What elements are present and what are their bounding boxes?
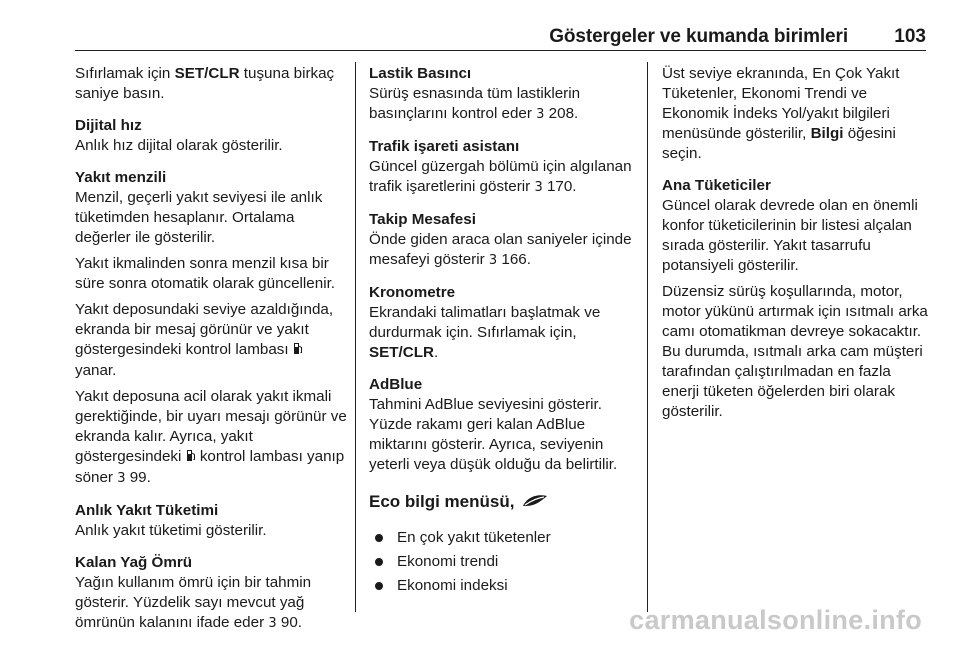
heading-oil-life: Kalan Yağ Ömrü bbox=[75, 554, 193, 571]
heading-instant-consumption: Anlık Yakıt Tüketimi bbox=[75, 502, 219, 519]
site-watermark: carmanualsonline.info bbox=[629, 605, 922, 635]
leaf-eco-icon bbox=[522, 492, 548, 514]
page-ref[interactable]: 208 bbox=[548, 105, 575, 122]
heading-digital-speed: Dijital hız bbox=[75, 117, 142, 134]
chapter-title: Göstergeler ve kumanda birimleri bbox=[549, 26, 848, 47]
bullet-icon bbox=[375, 534, 383, 542]
heading-tire-pressure: Lastik Basıncı bbox=[369, 65, 472, 82]
page-ref-arrow-icon: 3 bbox=[534, 180, 543, 195]
bullet-icon bbox=[375, 582, 383, 590]
column-middle bbox=[369, 64, 637, 600]
page-ref[interactable]: 170 bbox=[546, 178, 573, 195]
heading-following-distance: Takip Mesafesi bbox=[369, 211, 476, 228]
page-ref[interactable]: 99 bbox=[129, 469, 147, 486]
section-traffic-sign: Trafik işareti asistanı Güncel güzergah bölümü için algılanan trafik işaretlerini gösterir 3 170. bbox=[369, 137, 637, 198]
column-left bbox=[75, 64, 347, 646]
heading-stopwatch: Kronometre bbox=[369, 284, 456, 301]
page-ref[interactable]: 166 bbox=[501, 251, 527, 268]
section-adblue: AdBlue Tahmini AdBlue seviyesini gösterir. Yüzde rakamı geri kalan AdBlue miktarını gösterir. Ayrıca, seviyenin yeterli veya düşük olduğu da belirtilir. bbox=[369, 375, 637, 475]
list-item: Ekonomi trendi bbox=[369, 552, 637, 572]
heading-main-consumers: Ana Tüketiciler bbox=[662, 177, 771, 194]
list-item: Ekonomi indeksi bbox=[369, 576, 637, 596]
page-ref[interactable]: 90 bbox=[280, 614, 298, 631]
fuel-low-paragraph: Yakıt deposundaki seviye azaldığında, ekranda bir mesaj görünür ve yakıt göstergesindeki kontrol lambası yanar. bbox=[75, 301, 334, 379]
set-clr-label: SET/CLR bbox=[369, 344, 434, 361]
section-stopwatch: Kronometre Ekrandaki talimatları başlatmak ve durdurmak için. Sıfırlamak için, SET/CLR. bbox=[369, 283, 637, 363]
page-ref-arrow-icon: 3 bbox=[488, 253, 498, 268]
eco-intro-paragraph: Üst seviye ekranında, En Çok Yakıt Tüketenler, Ekonomi Trendi ve Ekonomik İndeks Yol/yakıt bilgileri menüsünde gösterilir, Bilgi öğesini seçin. bbox=[662, 65, 900, 162]
bilgi-label: Bilgi bbox=[810, 125, 844, 142]
column-divider bbox=[355, 62, 356, 612]
reset-instruction: Sıfırlamak için SET/CLR tuşuna birkaç saniye basın. bbox=[75, 65, 335, 102]
section-main-consumers: Ana Tüketiciler Güncel olarak devrede olan en önemli konfor tüketicilerinin bir listesi alçalan sırada gösterilir. Yakıt tasarrufu potansiyeli gösterilir. bbox=[662, 176, 930, 276]
section-instant-consumption: Anlık Yakıt Tüketimi Anlık yakıt tüketimi gösterilir. bbox=[75, 501, 347, 541]
page-ref-arrow-icon: 3 bbox=[536, 107, 545, 122]
heading-fuel-range: Yakıt menzili bbox=[75, 169, 167, 186]
section-digital-speed: Dijital hız Anlık hız dijital olarak gösterilir. bbox=[75, 116, 347, 156]
heading-adblue: AdBlue bbox=[369, 376, 423, 393]
section-oil-life: Kalan Yağ Ömrü Yağın kullanım ömrü için bir tahmin gösterir. Yüzdelik sayı mevcut yağ ömrünün kalanını ifade eder 3 90. bbox=[75, 553, 347, 634]
bullet-icon bbox=[375, 558, 383, 566]
fuel-range-paragraph: Yakıt ikmalinden sonra menzil kısa bir süre sonra otomatik olarak güncellenir. bbox=[75, 255, 336, 292]
eco-menu-heading: Eco bilgi menüsü, bbox=[369, 491, 637, 514]
column-divider bbox=[647, 62, 648, 612]
page-ref-arrow-icon: 3 bbox=[117, 471, 126, 486]
page-number: 103 bbox=[894, 26, 926, 47]
eco-menu-list bbox=[369, 528, 637, 596]
set-clr-label: SET/CLR bbox=[174, 65, 240, 82]
list-item: En çok yakıt tüketenler bbox=[369, 528, 637, 548]
page-ref-arrow-icon: 3 bbox=[268, 616, 277, 631]
fuel-critical-paragraph: Yakıt deposuna acil olarak yakıt ikmali gerektiğinde, bir uyarı mesajı görünür ve ekranda kalır. Ayrıca, yakıt göstergesindeki kontrol lambası yanıp söner 3 99. bbox=[75, 388, 347, 486]
page-header bbox=[75, 22, 926, 51]
section-tire-pressure: Lastik Basıncı Sürüş esnasında tüm lastiklerin basınçlarını kontrol eder 3 208. bbox=[369, 64, 637, 125]
fuel-pump-icon bbox=[293, 341, 303, 361]
fuel-pump-icon bbox=[186, 448, 196, 468]
heading-traffic-sign: Trafik işareti asistanı bbox=[369, 138, 520, 155]
main-consumers-paragraph: Düzensiz sürüş koşullarında, motor, motor yükünü artırmak için ısıtmalı arka camı otomatikman devreye sokacaktır. Bu durumda, ısıtmalı arka cam müşteri tarafından çalıştırılmadan en fazla enerji tüketen öğelerden biri olarak gösterilir. bbox=[662, 283, 928, 420]
section-following-distance: Takip Mesafesi Önde giden araca olan saniyeler içinde mesafeyi gösterir 3 166. bbox=[369, 210, 637, 271]
section-fuel-range: Yakıt menzili Menzil, geçerli yakıt seviyesi ile anlık tüketimden hesaplanır. Ortalama değerler ile gösterilir. bbox=[75, 168, 347, 248]
column-right bbox=[662, 64, 930, 434]
